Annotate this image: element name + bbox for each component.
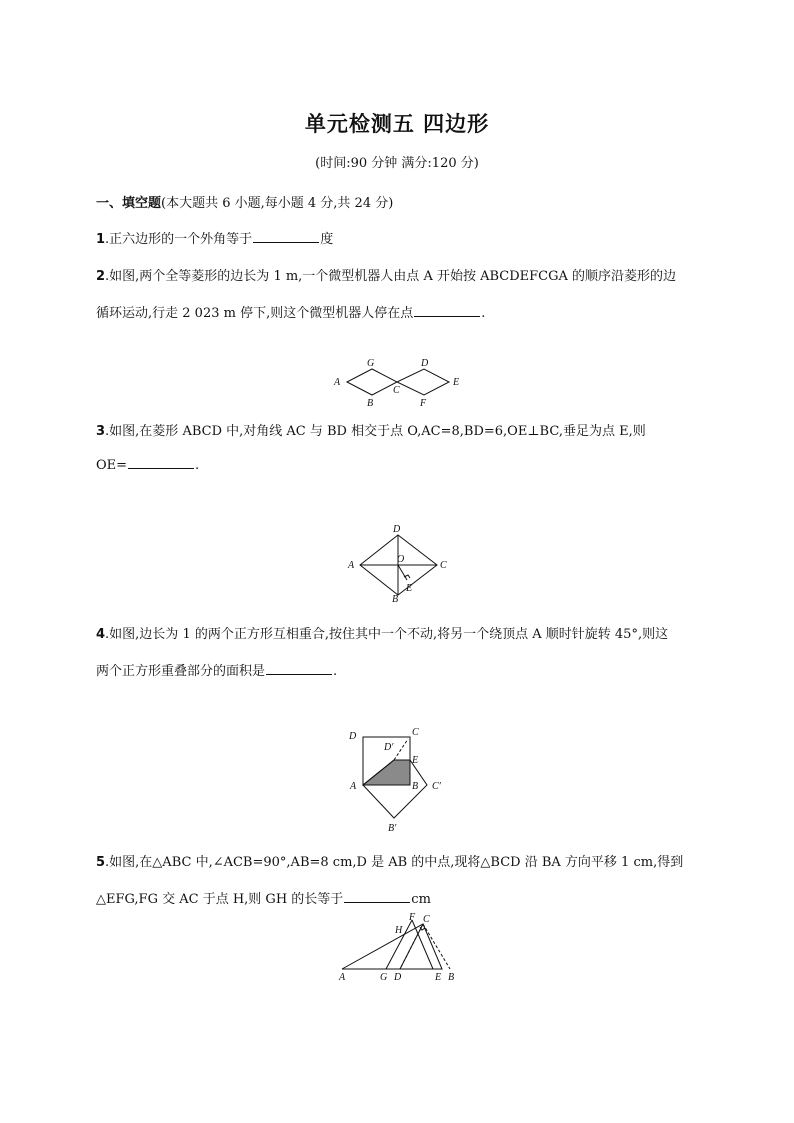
section-note: (本大题共 6 小题,每小题 4 分,共 24 分) — [161, 196, 394, 211]
question-text: 循环运动,行走 2 023 m 停下,则这个微型机器人停在点 — [96, 306, 414, 321]
label-O: O — [397, 554, 405, 565]
question-text: OE= — [96, 458, 128, 473]
question-text: .如图,边长为 1 的两个正方形互相重合,按住其中一个不动,将另一个绕顶点 A 顺时针旋转 45°,则这 — [105, 627, 669, 642]
label-C-prime: C′ — [432, 781, 441, 792]
label-F: F — [420, 398, 427, 409]
label-G: G — [367, 358, 375, 369]
label-E: E — [453, 377, 460, 388]
answer-blank[interactable] — [414, 305, 480, 317]
label-E: E — [412, 755, 419, 766]
question-text: △EFG,FG 交 AC 于点 H,则 GH 的长等于 — [96, 892, 344, 907]
question-3-line-2 — [96, 457, 199, 473]
rhombus-right — [397, 369, 449, 395]
question-2-line-2 — [96, 302, 485, 321]
label-D: D — [394, 972, 402, 983]
dashed-extension — [394, 739, 408, 760]
label-D: D — [349, 731, 357, 742]
label-F: F — [409, 912, 416, 923]
label-C: C — [412, 727, 419, 738]
label-D: D — [421, 358, 429, 369]
figure-q4-squares — [345, 725, 460, 837]
label-B: B — [412, 781, 419, 792]
question-number: 4 — [96, 627, 106, 642]
figure-q3-rhombus — [340, 522, 460, 604]
label-B: B — [392, 594, 399, 604]
question-5-line-1 — [96, 851, 683, 870]
question-text: .正六边形的一个外角等于 — [105, 232, 253, 247]
overlap-region — [363, 760, 410, 785]
label-A: A — [339, 972, 346, 983]
rhombus-left — [347, 369, 397, 395]
dashed-CB — [423, 924, 450, 969]
question-4-line-1 — [96, 623, 668, 642]
answer-blank[interactable] — [253, 231, 319, 243]
label-E: E — [406, 583, 413, 594]
question-4-line-2 — [96, 660, 337, 679]
label-A: A — [350, 781, 357, 792]
question-text: .如图,在△ABC 中,∠ACB=90°,AB=8 cm,D 是 AB 的中点,现将△BCD 沿 BA 方向平移 1 cm,得到 — [105, 855, 684, 870]
figure-q5-triangles — [330, 910, 465, 988]
section-title: 一、填空题 — [96, 196, 162, 211]
question-text-after: cm — [411, 892, 431, 907]
question-text-after: . — [333, 664, 338, 679]
label-G: G — [380, 972, 388, 983]
question-text-after: . — [481, 306, 486, 321]
answer-blank[interactable] — [266, 663, 332, 675]
section-heading — [96, 192, 393, 211]
question-number: 2 — [96, 269, 106, 284]
question-text-after: . — [195, 458, 200, 473]
label-B: B — [367, 398, 374, 409]
label-B: B — [448, 972, 455, 983]
label-D: D — [393, 524, 401, 535]
label-A: A — [334, 377, 341, 388]
label-C: C — [393, 385, 400, 396]
label-C: C — [423, 914, 430, 925]
label-B-prime: B′ — [388, 823, 397, 834]
question-text: 两个正方形重叠部分的面积是 — [96, 664, 266, 679]
question-number: 5 — [96, 855, 106, 870]
question-5-line-2 — [96, 888, 431, 907]
page-title: 单元检测五 四边形 — [304, 112, 490, 136]
answer-blank[interactable] — [344, 891, 410, 903]
question-2-line-1 — [96, 265, 676, 284]
figure-q2-rhombuses — [330, 355, 470, 410]
exam-info: (时间:90 分钟 满分:120 分) — [315, 156, 479, 171]
segment-OE — [398, 565, 407, 580]
label-C: C — [440, 560, 447, 571]
question-1-line-1 — [96, 228, 333, 247]
question-number: 1 — [96, 232, 106, 247]
question-number: 3 — [96, 424, 106, 439]
question-text: .如图,两个全等菱形的边长为 1 m,一个微型机器人由点 A 开始按 ABCDEFCGA 的顺序沿菱形的边 — [105, 269, 677, 284]
segment-FE — [412, 920, 433, 969]
right-angle-mark — [404, 575, 410, 578]
label-A: A — [348, 560, 355, 571]
question-3-line-1 — [96, 420, 646, 439]
label-E: E — [435, 972, 442, 983]
question-text: .如图,在菱形 ABCD 中,对角线 AC 与 BD 相交于点 O,AC=8,BD=6,OE⊥BC,垂足为点 E,则 — [105, 424, 646, 439]
question-text-after: 度 — [320, 232, 334, 247]
label-D-prime: D′ — [384, 742, 394, 753]
answer-blank[interactable] — [128, 457, 194, 469]
label-H: H — [395, 925, 403, 936]
